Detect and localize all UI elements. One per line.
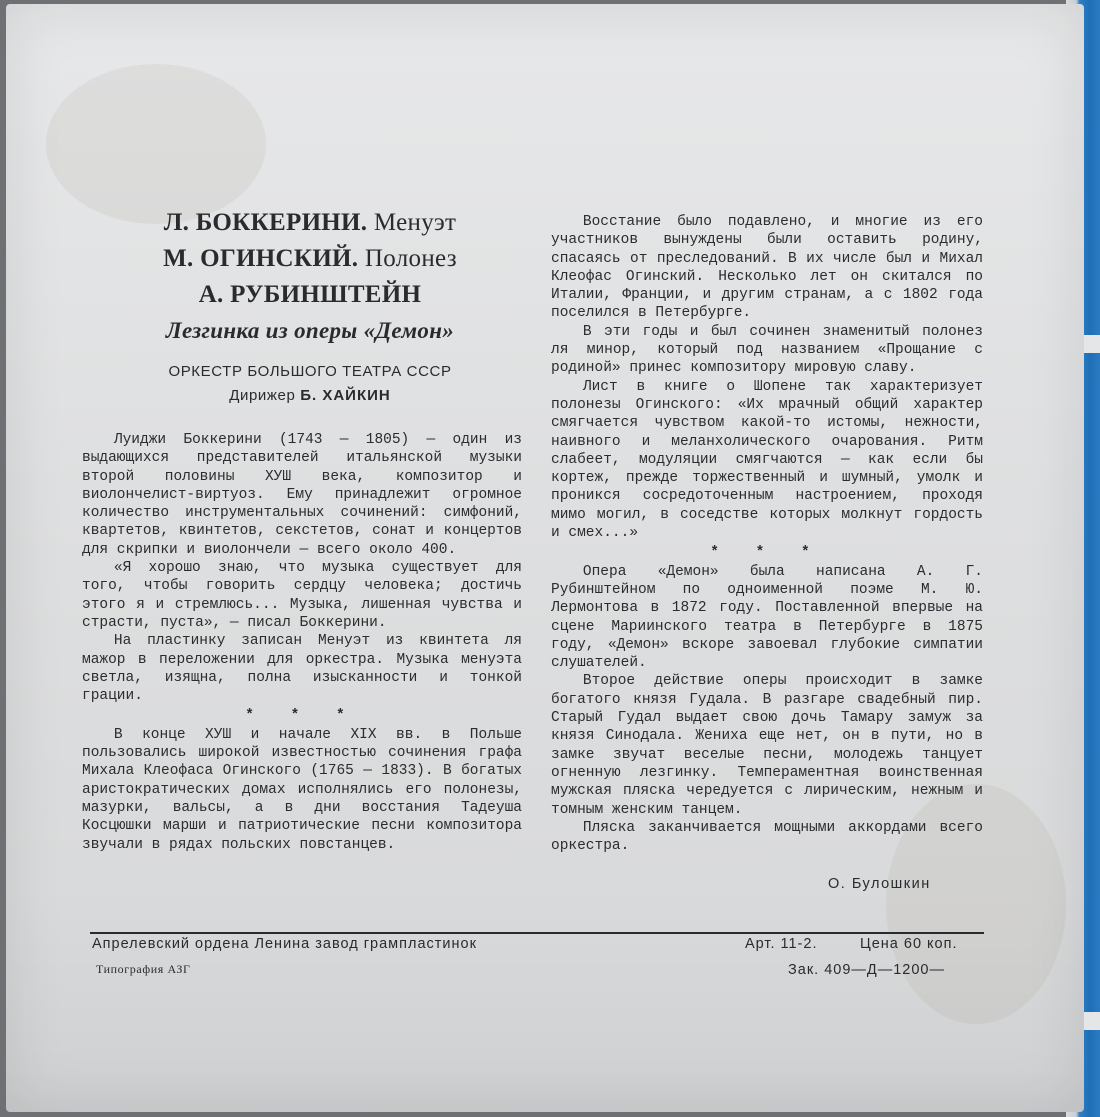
plant-name: Апрелевский ордена Ленина завод грампластинок <box>92 936 477 952</box>
paragraph: На пластинку записан Менуэт из квинтета ля мажор в переложении для оркестра. Музыка менуэта светла, изящна, полна изысканности и тонкой грации. <box>82 633 522 705</box>
composer-name: М. ОГИНСКИЙ. <box>163 245 359 272</box>
orchestra-name: ОРКЕСТР БОЛЬШОГО ТЕАТРА СССР <box>168 363 452 380</box>
composer-name: А. РУБИНШТЕЙН <box>198 281 422 308</box>
work-title: Полонез <box>364 245 457 272</box>
title-boccherini <box>120 205 500 241</box>
paragraph: Лист в книге о Шопене так характеризует полонезы Огинского: «Их мрачный общий характер смягчается чувством какой-то истомы, нежности, наивного и меланхолического очарования. Ритм слабеет, модуляции смягчаются — как если бы кортеж, прежде торжественный и шумный, умолк и проникся сосредоточенным настроением, проходя мимо могил, в соседстве которых молкнут гордость и смех...» <box>551 378 983 542</box>
order-number: Зак. 409—Д—1200— <box>788 962 945 978</box>
conductor-line <box>120 384 500 408</box>
section-divider: * * * <box>710 545 824 562</box>
author-signature: О. Булошкин <box>828 876 931 892</box>
paragraph: Опера «Демон» была написана А. Г. Рубинштейном по одноименной поэме М. Ю. Лермонтова в 1872 году. Поставленной впервые на сцене Мариинского театра в Петербурге в 1875 году, «Демон» вскоре завоевал глубокие симпатии слушателей. <box>551 563 983 672</box>
conductor-name: Б. ХАЙКИН <box>300 387 391 404</box>
article-number: Арт. 11-2. <box>745 936 818 952</box>
title-oginski <box>120 241 500 277</box>
right-text-column <box>551 213 983 855</box>
section-divider: * * * <box>245 708 359 725</box>
price: Цена 60 коп. <box>860 936 958 952</box>
printer-name: Типография АЗГ <box>96 962 191 976</box>
paragraph: Пляска заканчивается мощными аккордами всего оркестра. <box>551 819 983 855</box>
paragraph: В эти годы и был сочинен знаменитый полонез ля минор, который под названием «Прощание с родиной» принес композитору мировую славу. <box>551 323 983 377</box>
conductor-label: Дирижер <box>229 387 296 404</box>
title-lezginka: Лезгинка из оперы «Демон» <box>165 318 455 343</box>
title-rubinstein <box>120 277 500 313</box>
performer-block <box>120 360 500 408</box>
composer-name: Л. БОККЕРИНИ. <box>163 209 368 236</box>
left-text-column <box>82 431 522 854</box>
paper-stain <box>46 64 266 224</box>
paragraph: Восстание было подавлено, и многие из его участников вынуждены были оставить родину, спасаясь от преследований. В их числе был и Михал Клеофас Огинский. Несколько лет он скитался по Италии, Франции, и другим странам, а с 1802 года поселился в Петербурге. <box>551 214 983 322</box>
paragraph: Второе действие оперы происходит в замке богатого князя Гудала. В разгаре свадебный пир. Старый Гудал выдает свою дочь Тамару замуж за князя Синодала. Жениха еще нет, он в пути, но в замке звучат веселые песни, молодежь танцует огненную лезгинку. Темпераментная воинственная мужская пляска чередуется с лирическим, нежным и томным женским танцем. <box>551 673 983 818</box>
work-title: Менуэт <box>373 209 457 236</box>
paragraph: Луиджи Боккерини (1743 — 1805) — один из выдающихся представителей итальянской музыки второй половины ХУШ века, композитор и виолончелист-виртуоз. Ему принадлежит огромное количество инструментальных сочинений: симфоний, квартетов, квинтетов, секстетов, сонат и концертов для скрипки и виолончели — всего около 400. <box>82 432 522 558</box>
paragraph: В конце ХУШ и начале XIX вв. в Польше пользовались широкой известностью сочинения графа Михала Клеофаса Огинского (1765 — 1833). В богатых аристократических домах исполнялись его полонезы, мазурки, вальсы, а в дни восстания Тадеуша Косцюшки марши и патриотические песни композитора звучали в рядах польских повстанцев. <box>82 726 522 853</box>
paragraph: «Я хорошо знаю, что музыка существует для того, чтобы говорить сердцу человека; достичь этого я и стремлюсь... Музыка, лишенная чувства и страсти, пуста», — писал Боккерини. <box>82 560 522 631</box>
title-block <box>120 205 500 349</box>
footer-divider <box>90 932 984 934</box>
